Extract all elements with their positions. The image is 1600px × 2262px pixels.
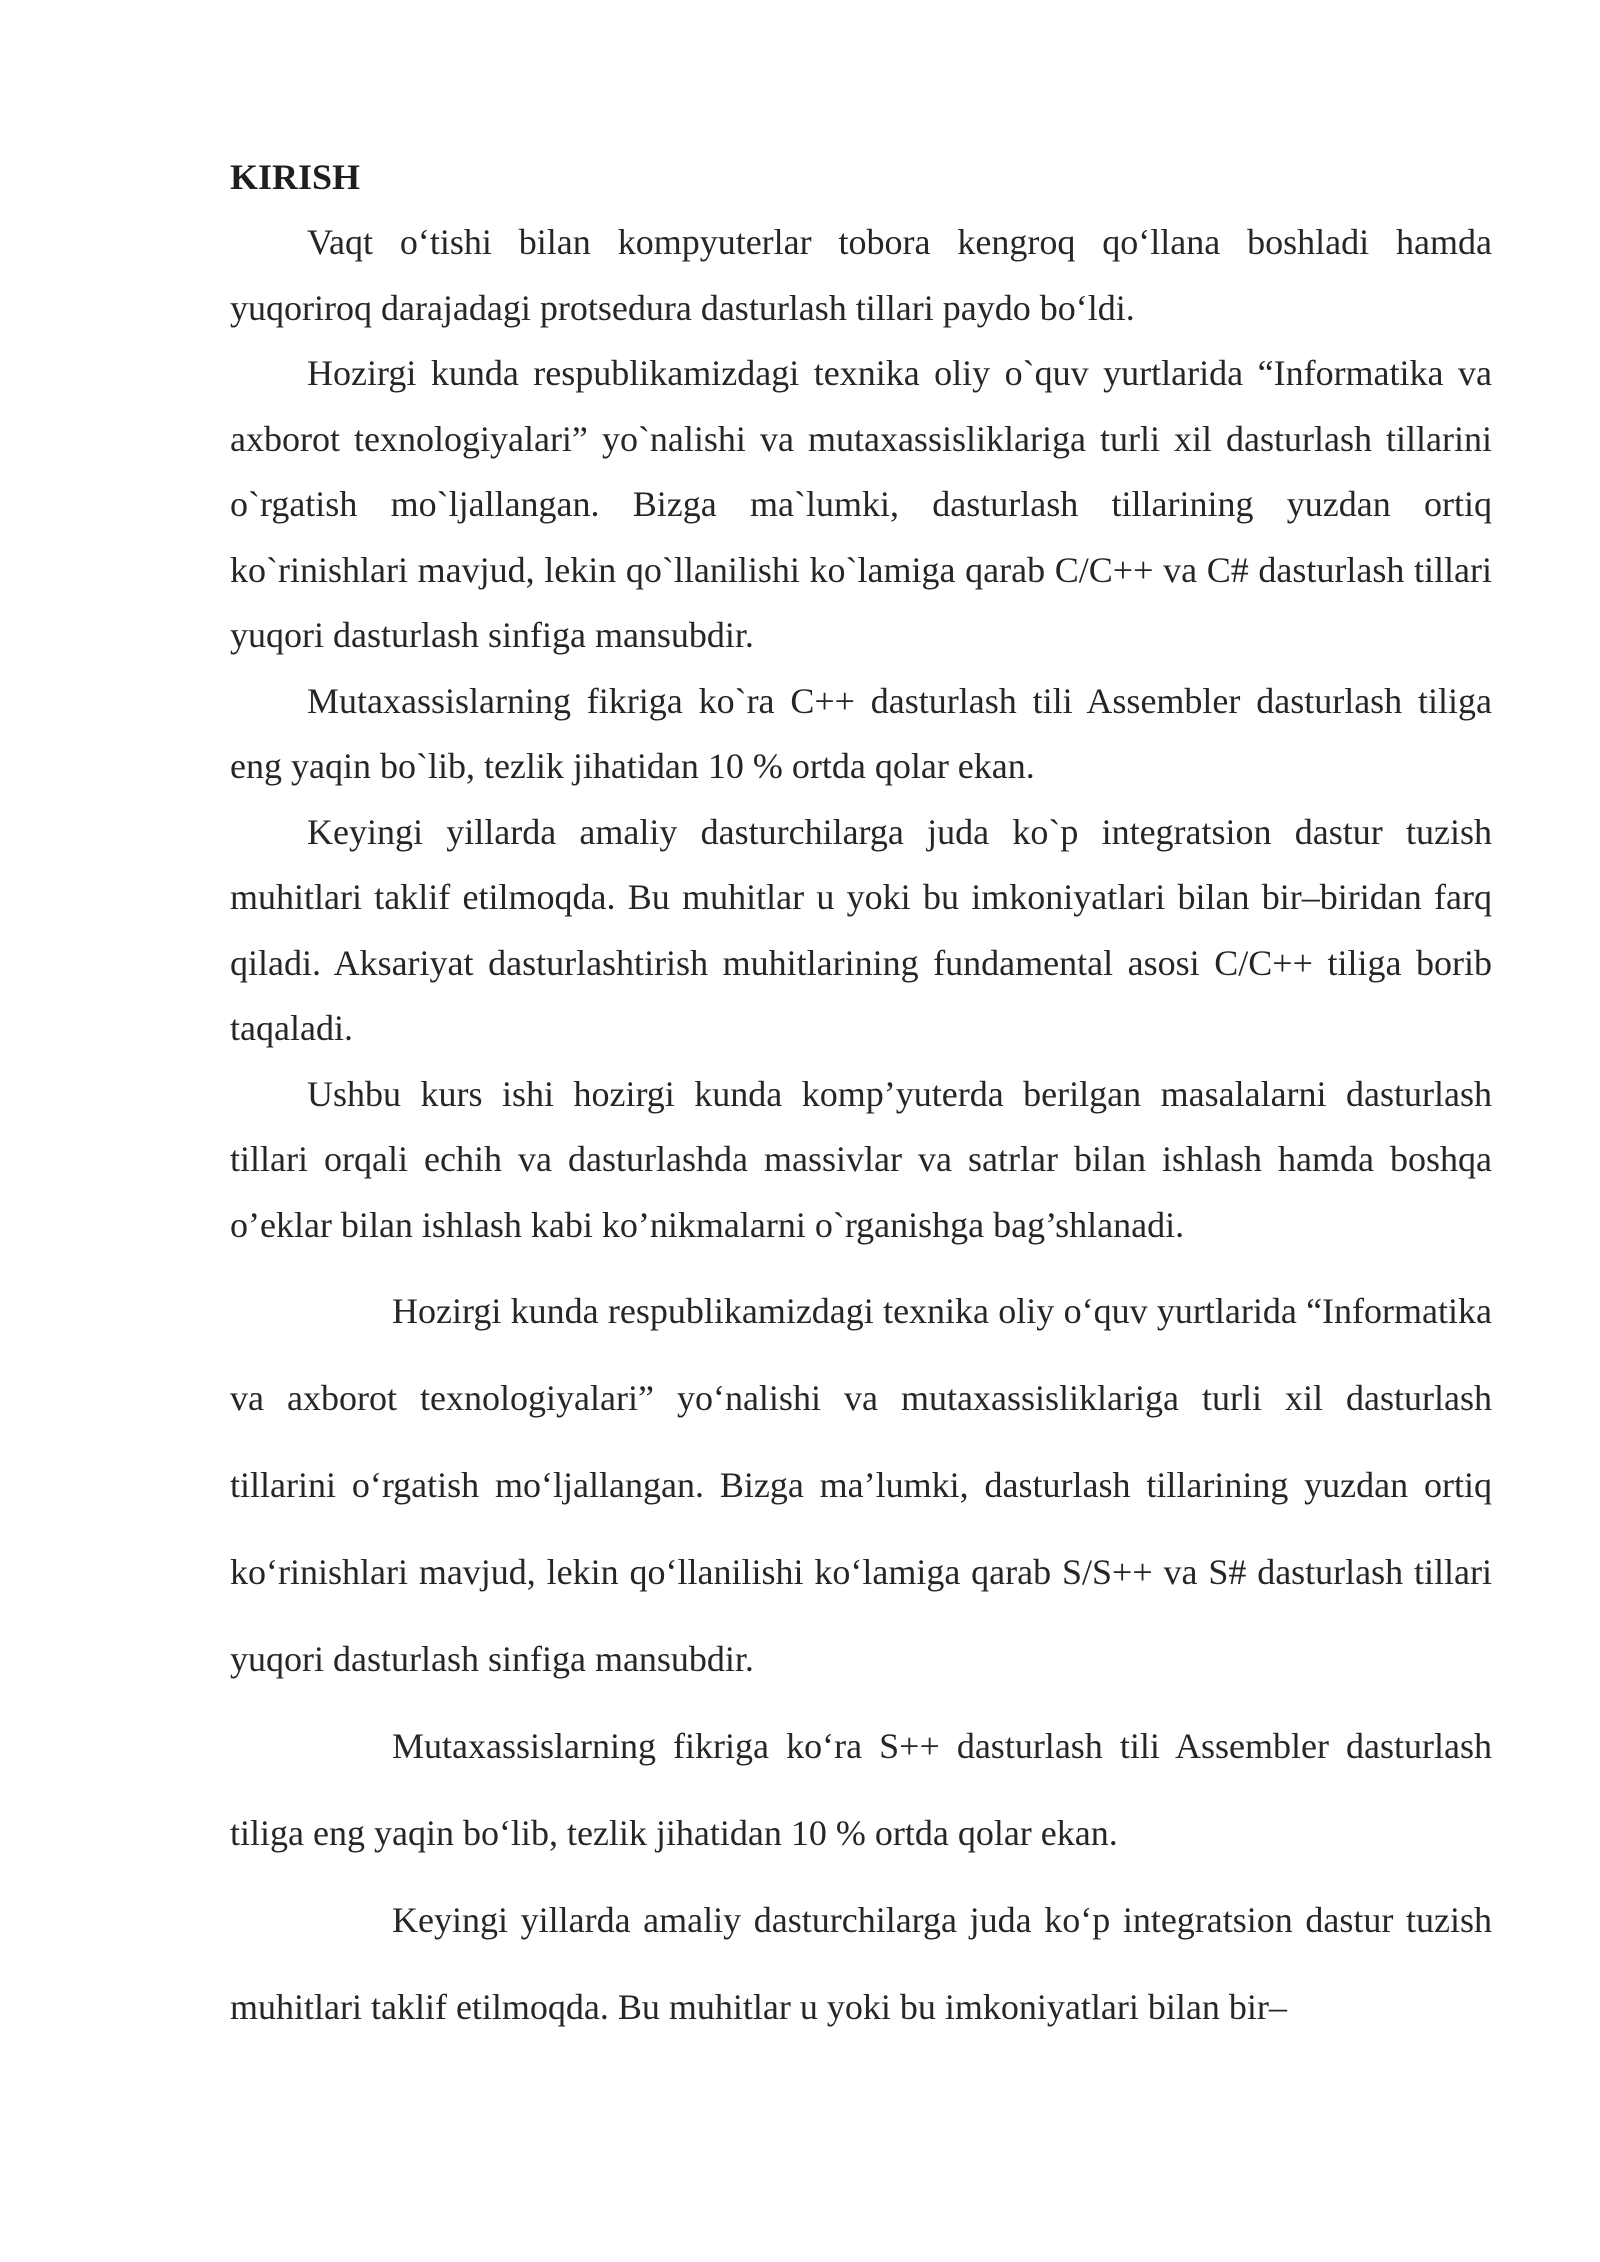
paragraph: Vaqt o‘tishi bilan kompyuterlar tobora kengroq qo‘llana boshladi hamda yuqoriroq darajadagi protsedura dasturlash tillari paydo bo‘ldi.	[230, 222, 1492, 328]
section-heading: KIRISH	[230, 157, 361, 197]
paragraph: Mutaxassislarning fikriga ko`ra C++ dasturlash tili Assembler dasturlash tiliga eng yaqin bo`lib, tezlik jihatidan 10 % ortda qolar ekan.	[230, 680, 1492, 786]
document-body	[230, 145, 1492, 2051]
paragraph: Hozirgi kunda respublikamizdagi texnika oliy o‘quv yurtlarida “Informatika va axborot texnologiyalari” yo‘nalishi va mutaxassisliklariga turli xil dasturlash tillarini o‘rgatish mo‘ljallangan. Bizga ma’lumki, dasturlash tillarining yuzdan ortiq ko‘rinishlari mavjud, lekin qo‘llanilishi ko‘lamiga qarab S/S++ va S# dasturlash tillari yuqori dasturlash sinfiga mansubdir.	[230, 1291, 1492, 1679]
paragraph: Ushbu kurs ishi hozirgi kunda komp’yuterda berilgan masalalarni dasturlash tillari orqali echih va dasturlashda massivlar va satrlar bilan ishlash hamda boshqa o’eklar bilan ishlash kabi ko’nikmalarni o`rganishga bag’shlanadi.	[230, 1073, 1492, 1245]
paragraph: Hozirgi kunda respublikamizdagi texnika oliy o`quv yurtlarida “Informatika va axborot texnologiyalari” yo`nalishi va mutaxassisliklariga turli xil dasturlash tillarini o`rgatish mo`ljallangan. Bizga ma`lumki, dasturlash tillarining yuzdan ortiq ko`rinishlari mavjud, lekin qo`llanilishi ko`lamiga qarab C/C++ va C# dasturlash tillari yuqori dasturlash sinfiga mansubdir.	[230, 353, 1492, 655]
paragraph: Keyingi yillarda amaliy dasturchilarga juda ko`p integratsion dastur tuzish muhitlari taklif etilmoqda. Bu muhitlar u yoki bu imkoniyatlari bilan bir–biridan farq qiladi. Aksariyat dasturlashtirish muhitlarining fundamental asosi C/C++ tiliga borib taqaladi.	[230, 811, 1492, 1048]
paragraph: Mutaxassislarning fikriga ko‘ra S++ dasturlash tili Assembler dasturlash tiliga eng yaqin bo‘lib, tezlik jihatidan 10 % ortda qolar ekan.	[230, 1726, 1492, 1853]
paragraph: Keyingi yillarda amaliy dasturchilarga juda ko‘p integratsion dastur tuzish muhitlari taklif etilmoqda. Bu muhitlar u yoki bu imkoniyatlari bilan bir–	[230, 1900, 1492, 2027]
